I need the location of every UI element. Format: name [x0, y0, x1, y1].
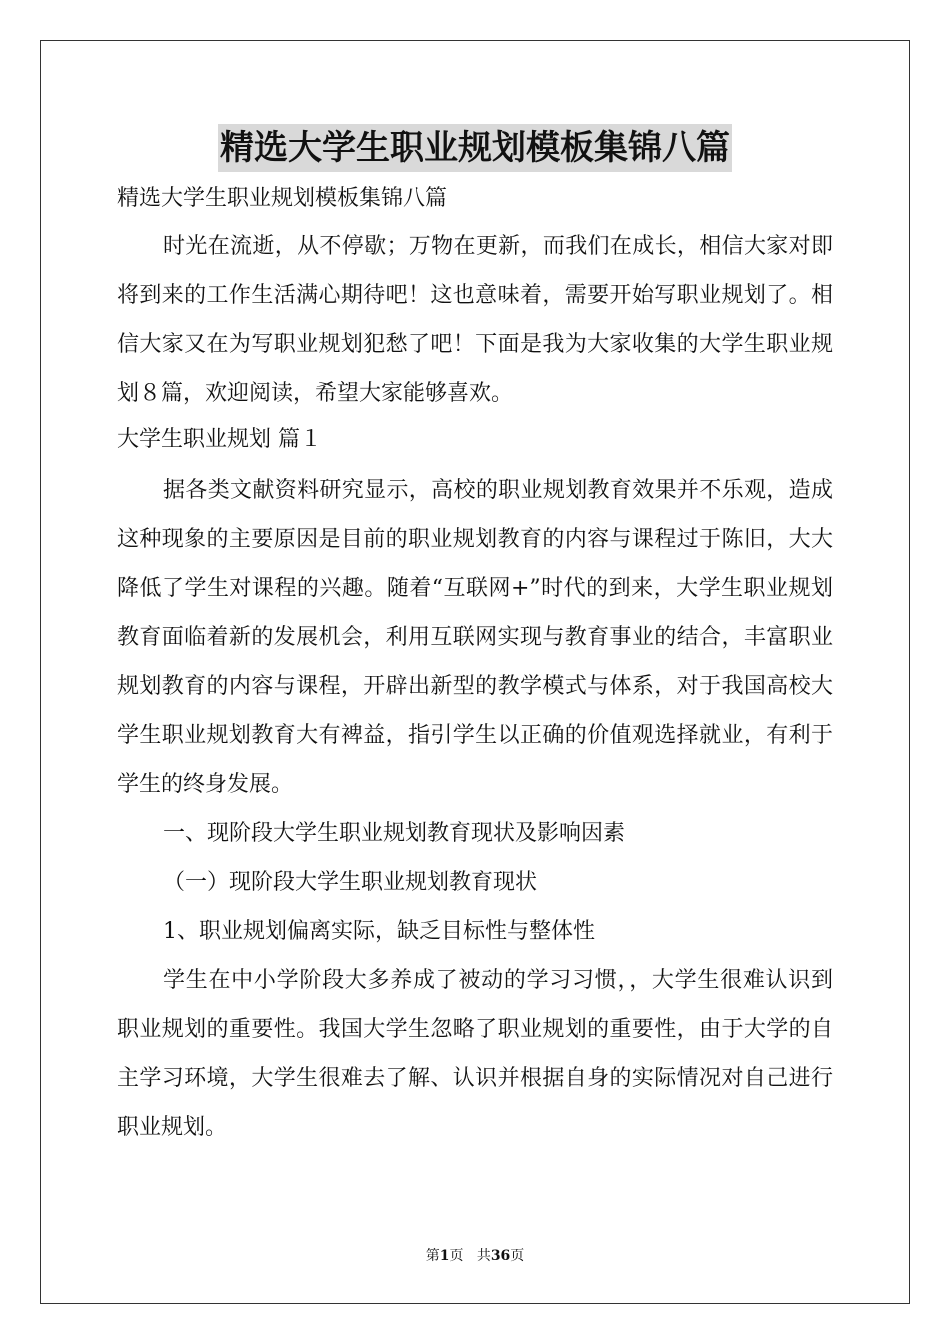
document-body [117, 180, 833, 1152]
page-footer [0, 1247, 950, 1265]
heading-level-1: 一、现阶段大学生职业规划教育现状及影响因素 [163, 821, 626, 846]
page-suffix: 页 [449, 1248, 464, 1264]
total-prefix: 共 [476, 1248, 491, 1264]
intro-paragraph: 时光在流逝，从不停歇；万物在更新，而我们在成长，相信大家对即将到来的工作生活满心期待吧！这也意味着，需要开始写职业规划了。相信大家又在为写职业规划犯愁了吧！下面是我为大家收集的大学生职业规划８篇，欢迎阅读，希望大家能够喜欢。 [117, 234, 833, 406]
document-title: 精选大学生职业规划模板集锦八篇 [218, 124, 732, 172]
total-suffix: 页 [510, 1248, 525, 1264]
page-prefix: 第 [425, 1248, 440, 1264]
heading-level-2: （一）现阶段大学生职业规划教育现状 [163, 870, 538, 895]
document-subtitle: 精选大学生职业规划模板集锦八篇 [117, 186, 448, 211]
page-number: 1 [439, 1248, 450, 1264]
body-paragraph-2: 学生在中小学阶段大多养成了被动的学习习惯，，大学生很难认识到职业规划的重要性。我国大学生忽略了职业规划的重要性，由于大学的自主学习环境，大学生很难去了解、认识并根据自身的实际情况对自己进行职业规划。 [117, 968, 833, 1140]
heading-level-3: 1、职业规划偏离实际，缺乏目标性与整体性 [163, 919, 595, 944]
body-paragraph-1: 据各类文献资料研究显示，高校的职业规划教育效果并不乐观，造成这种现象的主要原因是目前的职业规划教育的内容与课程过于陈旧，大大降低了学生对课程的兴趣。随着“互联网+”时代的到来，大学生职业规划教育面临着新的发展机会，利用互联网实现与教育事业的结合，丰富职业规划教育的内容与课程，开辟出新型的教学模式与体系，对于我国高校大学生职业规划教育大有裨益，指引学生以正确的价值观选择就业，有利于学生的终身发展。 [117, 478, 833, 797]
total-pages: 36 [490, 1248, 511, 1264]
title-container [0, 124, 950, 172]
section-heading: 大学生职业规划 篇１ [117, 427, 322, 452]
